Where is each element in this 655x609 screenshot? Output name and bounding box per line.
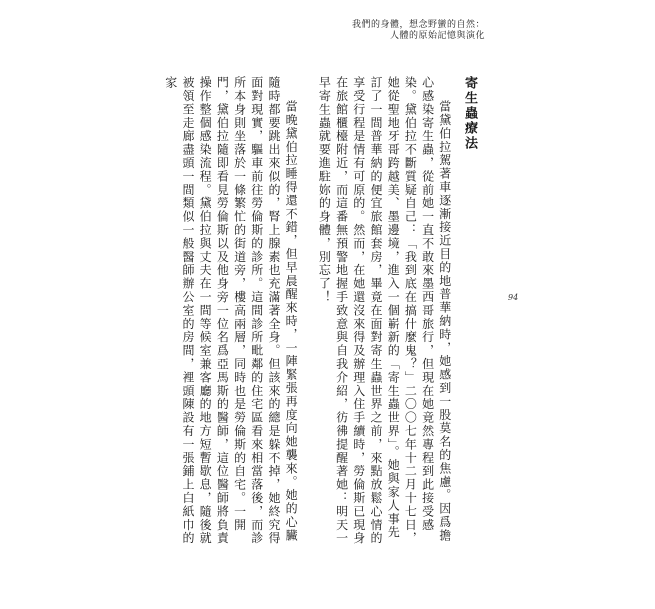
running-head-line-2: 人體的原始記憶與演化 xyxy=(389,31,485,41)
paragraph-2: 當晚黛伯拉睡得還不錯，但早晨醒來時，一陣緊張再度向她襲來。她的心臟隨時都要跳出來似的，腎上腺素也充滿著全身。但該來的總是躲不掉，她終究得面對現實，驅車前往勞倫斯的診所。這間診所毗鄰的住宅區看來相當落後，而診所本身則坐落於一條繁忙的街道旁，樓高兩層，同時也是勞倫斯的自宅。一開門，黛伯拉隨即看見勞倫斯以及他身旁一位名爲亞馬斯的醫師，這位醫師將負責操作整個感染流程。黛伯拉與丈夫在一間等候室兼客廳的地方短暫歇息，隨後就被領至走廊盡頭一間類似一般醫師辦公室的房間，裡頭陳設有一張鋪上白紙巾的家 xyxy=(163,76,299,545)
running-head xyxy=(352,20,485,42)
running-head-line-1: 我們的身體，想念野蠻的自然： xyxy=(351,20,485,30)
page-number: 94 xyxy=(508,293,519,302)
vertical-text-block xyxy=(120,76,478,546)
section-title: 寄生蟲療法 xyxy=(462,76,477,151)
paragraph-1: 當黛伯拉駕著車逐漸接近目的地普華納時，她感到一股莫名的焦慮。因爲擔心感染寄生蟲，從前她一直不敢來墨西哥旅行，但現在她竟然專程到此接受感染。黛伯拉不斷質疑自己：「我到底在搞什麼鬼？」二〇〇七年十二月十七日，她從聖地牙哥跨越美、墨邊境，進入一個嶄新的「寄生蟲世界」。她與家人事先訂了一間普華納的便宜旅館套房，畢竟在面對寄生蟲世界之前，來點放鬆心情的享受行程是情有可原的。然而，在她還沒來得及辦理入住手續時，勞倫斯已現身在旅館櫃檯附近，而這番無預警地握手致意與自我介紹，彷彿提醒著她：明天一早寄生蟲就要進駐妳的身體，別忘了！ xyxy=(317,76,452,545)
paragraph-gap xyxy=(299,76,315,546)
